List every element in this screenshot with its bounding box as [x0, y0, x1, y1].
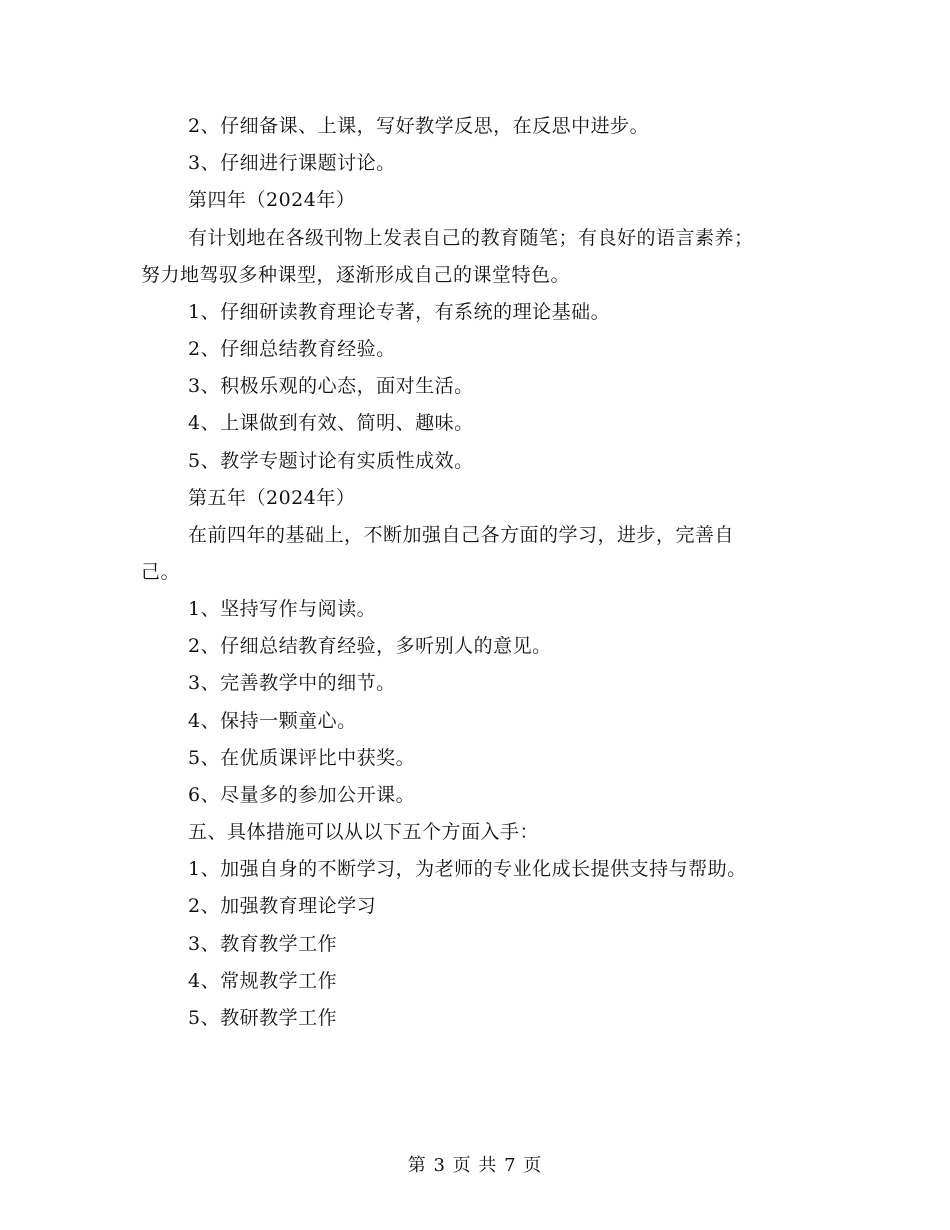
text-line: 2、仔细备课、上课，写好教学反思，在反思中进步。 — [188, 115, 650, 137]
text-line: 5、教研教学工作 — [188, 1007, 338, 1029]
text-line: 己。 — [141, 561, 181, 583]
section-heading: 第四年（2024年） — [188, 189, 356, 211]
text-line: 在前四年的基础上，不断加强自己各方面的学习，进步，完善自 — [188, 524, 735, 546]
text-line: 6、尽量多的参加公开课。 — [188, 784, 416, 806]
page-number-footer: 第 3 页 共 7 页 — [407, 1155, 543, 1176]
text-line: 5、教学专题讨论有实质性成效。 — [188, 450, 474, 472]
text-line: 4、保持一颗童心。 — [188, 710, 357, 732]
text-line: 2、加强教育理论学习 — [188, 895, 377, 917]
text-line: 2、仔细总结教育经验，多听别人的意见。 — [188, 635, 552, 657]
text-line: 2、仔细总结教育经验。 — [188, 338, 396, 360]
text-line: 5、在优质课评比中获奖。 — [188, 747, 416, 769]
text-line: 4、上课做到有效、简明、趣味。 — [188, 412, 474, 434]
text-line: 1、仔细研读教育理论专著，有系统的理论基础。 — [188, 301, 611, 323]
text-line: 1、加强自身的不断学习，为老师的专业化成长提供支持与帮助。 — [188, 858, 747, 880]
text-line: 4、常规教学工作 — [188, 970, 338, 992]
text-line: 3、完善教学中的细节。 — [188, 672, 396, 694]
section-heading: 第五年（2024年） — [188, 487, 356, 509]
text-line: 3、教育教学工作 — [188, 933, 338, 955]
section-heading: 五、具体措施可以从以下五个方面入手： — [188, 821, 540, 843]
text-line: 3、仔细进行课题讨论。 — [188, 152, 396, 174]
text-line: 有计划地在各级刊物上发表自己的教育随笔；有良好的语言素养； — [188, 227, 754, 249]
text-line: 3、积极乐观的心态，面对生活。 — [188, 375, 474, 397]
text-line: 努力地驾驭多种课型，逐渐形成自己的课堂特色。 — [141, 264, 571, 286]
text-line: 1、坚持写作与阅读。 — [188, 598, 377, 620]
